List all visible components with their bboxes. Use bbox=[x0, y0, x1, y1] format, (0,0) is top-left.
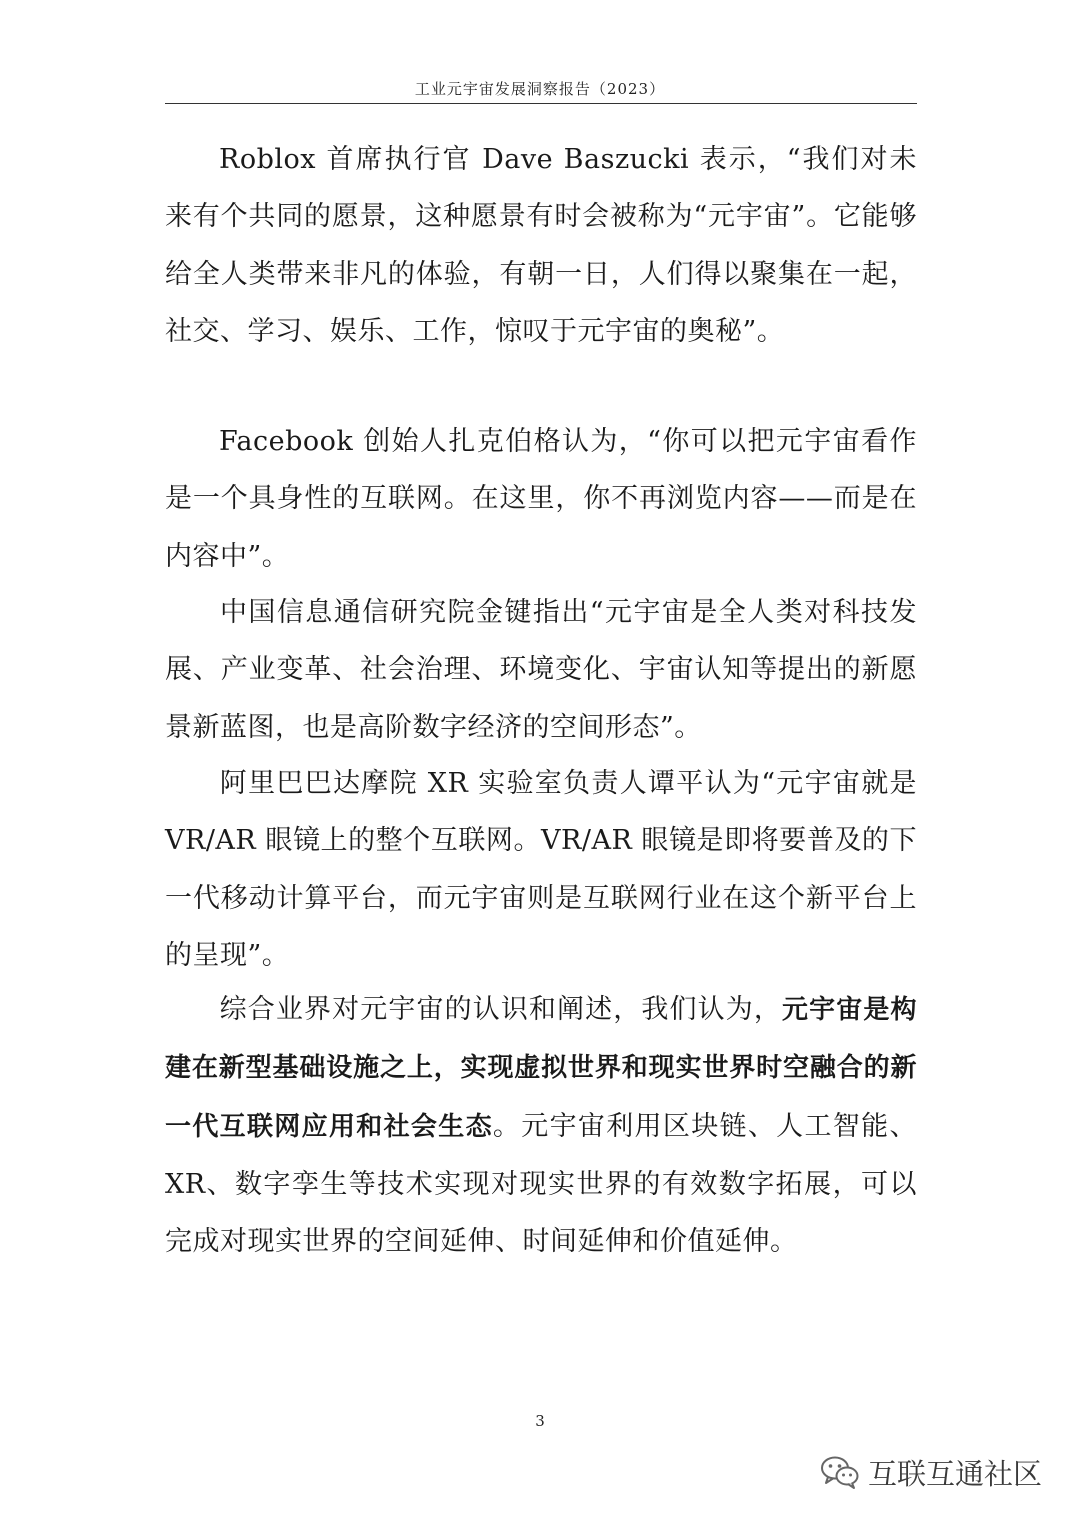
page-number: 3 bbox=[535, 1412, 545, 1430]
report-header-title: 工业元宇宙发展洞察报告（2023） bbox=[414, 80, 666, 98]
paragraph-roblox-quote bbox=[165, 131, 917, 360]
header-rule bbox=[165, 103, 917, 104]
paragraph-text: Facebook 创始人扎克伯格认为，“你可以把元宇宙看作是一个具身性的互联网。在这里，你不再浏览内容——而是在内容中”。 bbox=[165, 426, 917, 572]
watermark-text: 互联互通社区 bbox=[867, 1456, 1042, 1491]
wechat-icon bbox=[820, 1454, 860, 1490]
paragraph-rest: 。元宇宙利用区块链、人工智能、XR、数字孪生等技术实现对现实世界的有效数字拓展，可以完成对现实世界的空间延伸、时间延伸和价值延伸。 bbox=[165, 1110, 917, 1258]
paragraph-intro: 综合业界对元宇宙的认识和阐述，我们认为， bbox=[219, 994, 783, 1025]
paragraph-caict-quote bbox=[165, 584, 917, 756]
paragraph-alibaba-quote bbox=[165, 755, 917, 984]
watermark bbox=[820, 1452, 1042, 1492]
paragraph-text: Roblox 首席执行官 Dave Baszucki 表示，“我们对未来有个共同的愿景，这种愿景有时会被称为“元宇宙”。它能够给全人类带来非凡的体验，有朝一日，人们得以聚集在一起，社交、学习、娱乐、工作，惊叹于元宇宙的奥秘”。 bbox=[165, 144, 917, 347]
paragraph-text: 阿里巴巴达摩院 XR 实验室负责人谭平认为“元宇宙就是 VR/AR 眼镜上的整个互联网。VR/AR 眼镜是即将要普及的下一代移动计算平台，而元宇宙则是互联网行业在这个新平台上的呈现”。 bbox=[165, 768, 917, 971]
paragraph-text: 中国信息通信研究院金键指出“元宇宙是全人类对科技发展、产业变革、社会治理、环境变化、宇宙认知等提出的新愿景新蓝图，也是高阶数字经济的空间形态”。 bbox=[165, 597, 917, 743]
paragraph-facebook-quote bbox=[165, 413, 917, 585]
paragraph-definition bbox=[165, 981, 917, 1270]
definition-emphasis: 元宇宙是构建在新型基础设施之上，实现虚拟世界和现实世界时空融合的新一代互联网应用和社会生态 bbox=[165, 995, 917, 1142]
